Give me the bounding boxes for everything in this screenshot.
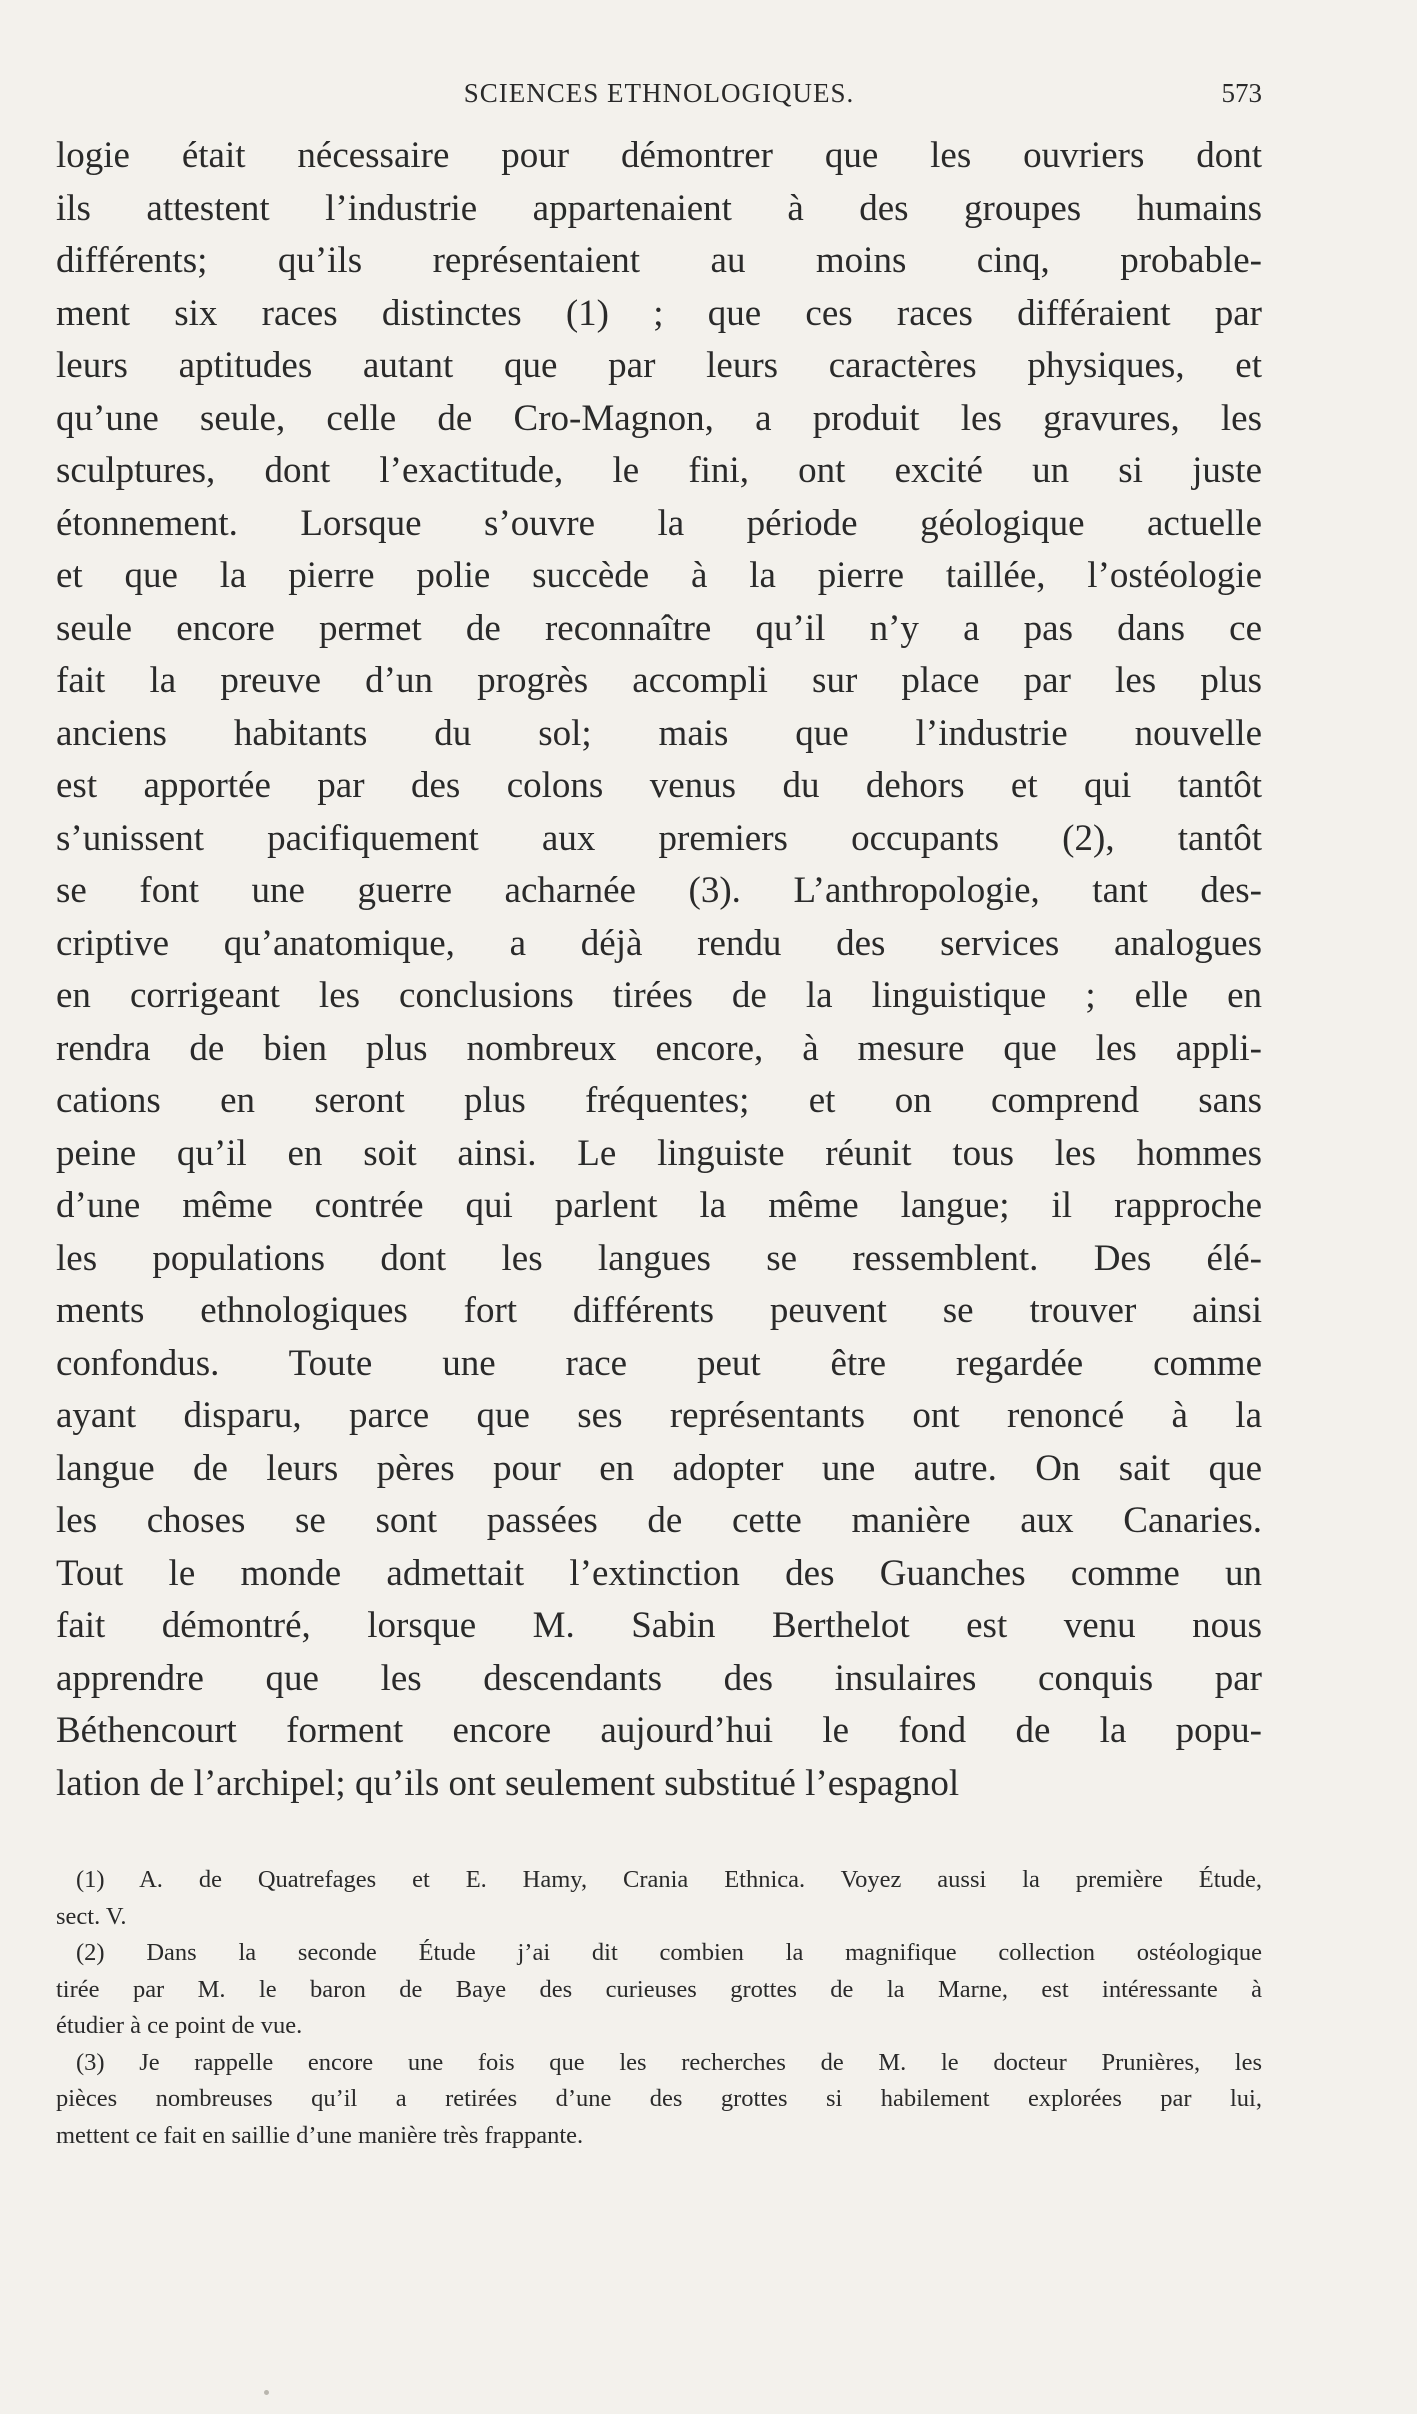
paper-speck [264,2390,269,2395]
text-line: Tout le monde admettait l’extinction des Guanches comme un [56,1552,1262,1594]
text-line: lation de l’archipel; qu’ils ont seulement substitué l’espagnol [56,1762,960,1804]
footnote-line: (1) A. de Quatrefages et E. Hamy, Crania Ethnica. Voyez aussi la première Étude, [76,1866,1262,1893]
running-title: SCIENCES ETHNOLOGIQUES. [463,78,855,108]
text-line: sculptures, dont l’exactitude, le fini, ont excité un si juste [56,450,1262,491]
text-line: cations en seront plus fréquentes; et on comprend sans [56,1080,1262,1121]
text-line: fait démontré, lorsque M. Sabin Berthelot est venu nous [56,1605,1262,1646]
text-line: peine qu’il en soit ainsi. Le linguiste réunit tous les hommes [56,1132,1262,1174]
text-line: seule encore permet de reconnaître qu’il n’y a pas dans ce [56,607,1262,649]
text-line: fait la preuve d’un progrès accompli sur place par les plus [56,660,1262,701]
text-line: langue de leurs pères pour en adopter une autre. On sait que [56,1447,1262,1489]
footnote-line: tirée par M. le baron de Baye des curieuses grottes de la Marne, est intéressante à [56,1975,1262,2003]
text-line: les choses se sont passées de cette manière aux Canaries. [56,1500,1262,1541]
text-line: en corrigeant les conclusions tirées de la linguistique ; elle en [56,975,1262,1016]
text-line: rendra de bien plus nombreux encore, à mesure que les appli- [56,1027,1262,1069]
text-line: différents; qu’ils représentaient au moins cinq, probable- [56,240,1262,281]
footnote-line: pièces nombreuses qu’il a retirées d’une des grottes si habilement explorées par lui, [56,2085,1262,2112]
text-line: s’unissent pacifiquement aux premiers occupants (2), tantôt [56,817,1262,859]
text-line: ments ethnologiques fort différents peuvent se trouver ainsi [56,1290,1262,1331]
text-line: étonnement. Lorsque s’ouvre la période géologique actuelle [56,502,1262,544]
text-line: logie était nécessaire pour démontrer que les ouvriers dont [56,135,1262,176]
text-line: qu’une seule, celle de Cro-Magnon, a produit les gravures, les [56,397,1262,439]
text-line: d’une même contrée qui parlent la même langue; il rapproche [56,1185,1262,1226]
footnote-line: sect. V. [56,1902,127,1930]
text-line: leurs aptitudes autant que par leurs caractères physiques, et [56,345,1262,386]
text-line: et que la pierre polie succède à la pierre taillée, l’ostéologie [56,555,1262,596]
text-line: est apportée par des colons venus du dehors et qui tantôt [56,765,1262,806]
text-line: Béthencourt forment encore aujourd’hui le fond de la popu- [56,1710,1262,1751]
text-line: ils attestent l’industrie appartenaient à des groupes humains [56,187,1262,229]
text-line: les populations dont les langues se ressemblent. Des élé- [56,1237,1262,1279]
text-line: confondus. Toute une race peut être regardée comme [56,1342,1262,1384]
text-line: anciens habitants du sol; mais que l’industrie nouvelle [56,712,1262,754]
footnotes [56,1862,1262,2154]
text-line: ayant disparu, parce que ses représentants ont renoncé à la [56,1395,1262,1436]
page-number: 573 [1221,78,1262,108]
main-text [56,130,1262,1810]
running-head [56,78,1262,118]
text-line: apprendre que les descendants des insulaires conquis par [56,1657,1262,1699]
text-line: ment six races distinctes (1) ; que ces races différaient par [56,292,1262,334]
footnote-line: (3) Je rappelle encore une fois que les recherches de M. le docteur Prunières, les [76,2048,1262,2076]
text-line: criptive qu’anatomique, a déjà rendu des services analogues [56,922,1262,964]
footnote-line: (2) Dans la seconde Étude j’ai dit combien la magnifique collection ostéologique [76,1939,1262,1966]
footnote-line: mettent ce fait en saillie d’une manière très frappante. [56,2121,584,2149]
text-line: se font une guerre acharnée (3). L’anthropologie, tant des- [56,870,1262,911]
footnote-line: étudier à ce point de vue. [56,2012,303,2039]
